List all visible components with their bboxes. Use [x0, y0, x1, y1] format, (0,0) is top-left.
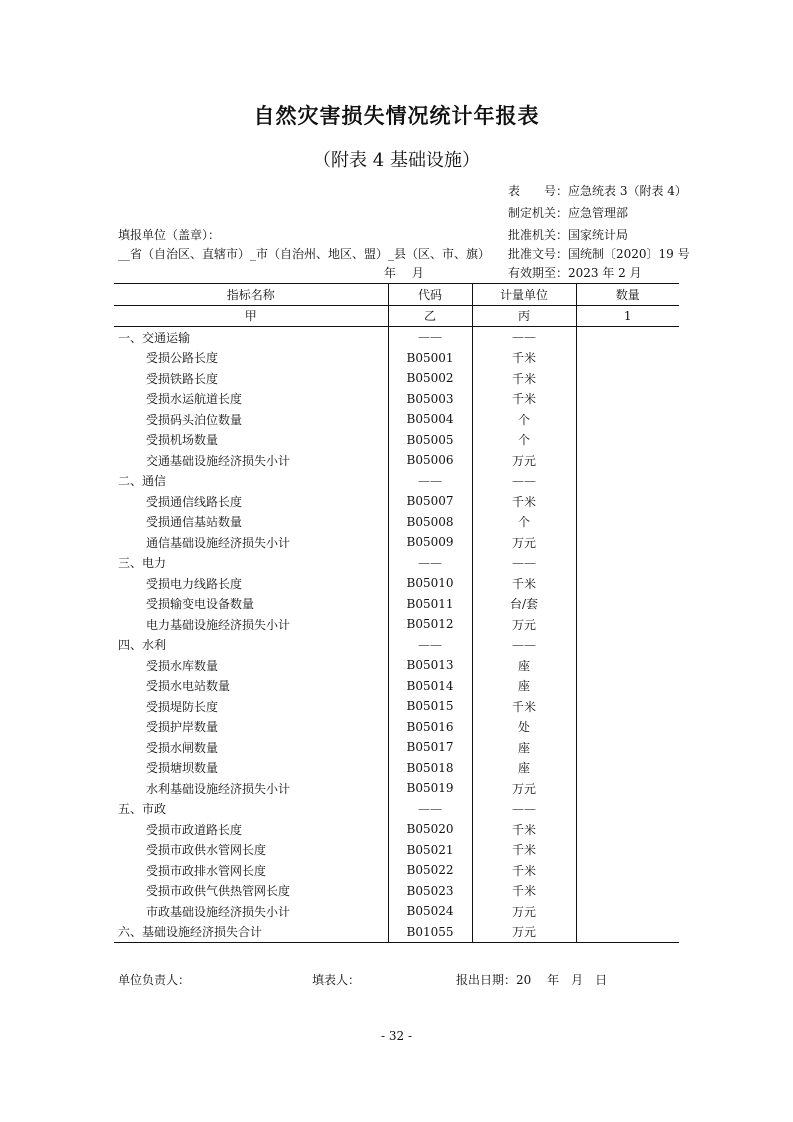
indicator-unit: —— [472, 799, 576, 820]
indicator-unit: 台/套 [472, 594, 576, 615]
indicator-quantity[interactable] [576, 819, 679, 840]
indicator-name: 市政基础设施经济损失小计 [146, 904, 291, 919]
indicator-name: 受损通信基站数量 [146, 515, 243, 530]
table-row [114, 922, 679, 943]
indicator-unit: 座 [472, 676, 576, 697]
statistics-table [114, 283, 679, 943]
indicator-code: B05009 [388, 532, 472, 553]
indicator-quantity[interactable] [576, 737, 679, 758]
indicator-unit: 千米 [472, 860, 576, 881]
indicator-code: B05014 [388, 676, 472, 697]
indicator-name: 受损护岸数量 [146, 720, 219, 735]
indicator-unit: 千米 [472, 696, 576, 717]
indicator-code: —— [388, 327, 472, 348]
table-row [114, 573, 679, 594]
indicator-name: 受损输变电设备数量 [146, 597, 255, 612]
indicator-name: 受损通信线路长度 [146, 494, 243, 509]
table-row [114, 758, 679, 779]
indicator-quantity[interactable] [576, 348, 679, 369]
indicator-code: B05024 [388, 901, 472, 922]
approving-authority: 批准机关：国家统计局 [508, 228, 629, 242]
indicator-quantity[interactable] [576, 840, 679, 861]
table-row [114, 840, 679, 861]
indicator-name: 受损水库数量 [146, 658, 219, 673]
year-month-label: 年 月 [384, 266, 424, 280]
indicator-unit: 万元 [472, 614, 576, 635]
indicator-quantity[interactable] [576, 799, 679, 820]
table-row [114, 491, 679, 512]
header-quantity: 数量 [576, 284, 679, 306]
indicator-quantity[interactable] [576, 655, 679, 676]
indicator-quantity[interactable] [576, 512, 679, 533]
indicator-unit: 座 [472, 737, 576, 758]
indicator-quantity[interactable] [576, 860, 679, 881]
table-row [114, 368, 679, 389]
table-row [114, 860, 679, 881]
indicator-unit: 千米 [472, 348, 576, 369]
indicator-unit: —— [472, 553, 576, 574]
indicator-unit: 座 [472, 758, 576, 779]
indicator-name: 受损铁路长度 [146, 371, 219, 386]
indicator-unit: 千米 [472, 368, 576, 389]
indicator-name: 四、水利 [118, 638, 167, 653]
indicator-unit: 万元 [472, 922, 576, 943]
indicator-unit: 座 [472, 655, 576, 676]
table-row [114, 819, 679, 840]
table-row [114, 676, 679, 697]
indicator-code: B05022 [388, 860, 472, 881]
indicator-name: 六、基础设施经济损失合计 [114, 922, 388, 943]
indicator-unit: 个 [472, 430, 576, 451]
indicator-name: 受损机场数量 [146, 433, 219, 448]
table-row [114, 471, 679, 492]
header-row [114, 284, 679, 306]
indicator-name: 受损市政排水管网长度 [146, 863, 267, 878]
indicator-code: B05010 [388, 573, 472, 594]
indicator-code: B05021 [388, 840, 472, 861]
indicator-quantity[interactable] [576, 409, 679, 430]
table-row [114, 799, 679, 820]
indicator-quantity[interactable] [576, 471, 679, 492]
indicator-quantity[interactable] [576, 778, 679, 799]
indicator-quantity[interactable] [576, 717, 679, 738]
table-row [114, 778, 679, 799]
header-indicator-name: 指标名称 [114, 284, 388, 306]
table-row [114, 881, 679, 902]
indicator-quantity[interactable] [576, 901, 679, 922]
indicator-unit: 千米 [472, 389, 576, 410]
indicator-name: 受损电力线路长度 [146, 576, 243, 591]
indicator-code: B05013 [388, 655, 472, 676]
table-number: 表 号：应急统表 3（附表 4） [508, 184, 687, 198]
indicator-unit: 个 [472, 512, 576, 533]
valid-until: 有效期至：2023 年 2 月 [508, 266, 642, 280]
indicator-quantity[interactable] [576, 635, 679, 656]
indicator-code: B05011 [388, 594, 472, 615]
indicator-quantity[interactable] [576, 614, 679, 635]
subheader-one: 1 [576, 305, 679, 327]
indicator-name: 二、通信 [118, 474, 167, 489]
report-title: 自然灾害损失情况统计年报表 [253, 103, 540, 128]
indicator-code: —— [388, 635, 472, 656]
indicator-quantity[interactable] [576, 573, 679, 594]
indicator-name: 交通基础设施经济损失小计 [146, 453, 291, 468]
unit-leader-label: 单位负责人： [118, 973, 191, 987]
indicator-quantity[interactable] [576, 676, 679, 697]
indicator-unit: 个 [472, 409, 576, 430]
indicator-name: 受损市政供水管网长度 [146, 843, 267, 858]
subheader-yi: 乙 [388, 305, 472, 327]
indicator-unit: 万元 [472, 532, 576, 553]
formulating-authority: 制定机关：应急管理部 [508, 206, 629, 220]
indicator-unit: 万元 [472, 778, 576, 799]
indicator-code: B05006 [388, 450, 472, 471]
table-row [114, 553, 679, 574]
table-row [114, 717, 679, 738]
indicator-quantity[interactable] [576, 922, 679, 943]
indicator-unit: 千米 [472, 573, 576, 594]
indicator-code: —— [388, 553, 472, 574]
table-row [114, 430, 679, 451]
subheader-row [114, 305, 679, 327]
indicator-name: 受损水闸数量 [146, 740, 219, 755]
header-code: 代码 [388, 284, 472, 306]
table-row [114, 655, 679, 676]
indicator-code: B05023 [388, 881, 472, 902]
indicator-unit: 万元 [472, 450, 576, 471]
approval-number: 批准文号：国统制〔2020〕19 号 [508, 247, 690, 261]
indicator-code: B05012 [388, 614, 472, 635]
indicator-quantity[interactable] [576, 881, 679, 902]
indicator-unit: 千米 [472, 840, 576, 861]
table-row [114, 409, 679, 430]
indicator-code: B01055 [388, 922, 472, 943]
table-row [114, 512, 679, 533]
indicator-name: 通信基础设施经济损失小计 [146, 535, 291, 550]
indicator-name: 受损公路长度 [146, 351, 219, 366]
indicator-code: B05016 [388, 717, 472, 738]
table-row [114, 696, 679, 717]
indicator-quantity[interactable] [576, 327, 679, 348]
table-row [114, 450, 679, 471]
report-date-label: 报出日期：20 年 月 日 [456, 973, 608, 987]
indicator-name: 电力基础设施经济损失小计 [146, 617, 291, 632]
indicator-quantity[interactable] [576, 532, 679, 553]
indicator-name: 受损堤防长度 [146, 699, 219, 714]
indicator-code: B05018 [388, 758, 472, 779]
filler-label: 填表人： [312, 973, 361, 987]
indicator-name: 受损码头泊位数量 [146, 412, 243, 427]
indicator-code: B05005 [388, 430, 472, 451]
indicator-unit: —— [472, 327, 576, 348]
indicator-name: 受损水电站数量 [146, 679, 231, 694]
page-number: - 32 - [380, 1029, 412, 1043]
fill-unit-label: 填报单位（盖章）： [118, 228, 221, 242]
indicator-unit: 千米 [472, 491, 576, 512]
indicator-unit: —— [472, 635, 576, 656]
indicator-quantity[interactable] [576, 430, 679, 451]
table-row [114, 614, 679, 635]
region-line: __省（自治区、直辖市）_市（自治州、地区、盟）_县（区、市、旗） [118, 247, 491, 261]
table-row [114, 389, 679, 410]
indicator-code: B05001 [388, 348, 472, 369]
table-row [114, 635, 679, 656]
indicator-unit: —— [472, 471, 576, 492]
indicator-unit: 万元 [472, 901, 576, 922]
indicator-unit: 千米 [472, 881, 576, 902]
indicator-unit: 千米 [472, 819, 576, 840]
indicator-name: 三、电力 [118, 556, 167, 571]
indicator-code: B05017 [388, 737, 472, 758]
indicator-code: B05020 [388, 819, 472, 840]
indicator-code: B05007 [388, 491, 472, 512]
indicator-name: 受损水运航道长度 [146, 392, 243, 407]
report-subtitle: （附表 4 基础设施） [313, 150, 480, 171]
indicator-code: B05003 [388, 389, 472, 410]
indicator-quantity[interactable] [576, 389, 679, 410]
table-row [114, 348, 679, 369]
table-row [114, 594, 679, 615]
table-row [114, 901, 679, 922]
indicator-name: 一、交通运输 [118, 330, 191, 345]
indicator-code: —— [388, 799, 472, 820]
indicator-quantity[interactable] [576, 594, 679, 615]
indicator-code: B05008 [388, 512, 472, 533]
indicator-quantity[interactable] [576, 491, 679, 512]
table-row [114, 532, 679, 553]
table-row [114, 737, 679, 758]
indicator-quantity[interactable] [576, 696, 679, 717]
indicator-quantity[interactable] [576, 553, 679, 574]
indicator-code: B05019 [388, 778, 472, 799]
indicator-name: 受损市政供气供热管网长度 [146, 884, 291, 899]
table-row [114, 327, 679, 348]
indicator-quantity[interactable] [576, 758, 679, 779]
indicator-code: B05002 [388, 368, 472, 389]
indicator-code: B05015 [388, 696, 472, 717]
indicator-code: B05004 [388, 409, 472, 430]
subheader-jia: 甲 [114, 305, 388, 327]
indicator-name: 五、市政 [118, 802, 167, 817]
indicator-name: 受损塘坝数量 [146, 761, 219, 776]
indicator-unit: 处 [472, 717, 576, 738]
subheader-bing: 丙 [472, 305, 576, 327]
indicator-quantity[interactable] [576, 368, 679, 389]
indicator-code: —— [388, 471, 472, 492]
indicator-quantity[interactable] [576, 450, 679, 471]
indicator-name: 受损市政道路长度 [146, 822, 243, 837]
header-unit: 计量单位 [472, 284, 576, 306]
indicator-name: 水利基础设施经济损失小计 [146, 781, 291, 796]
